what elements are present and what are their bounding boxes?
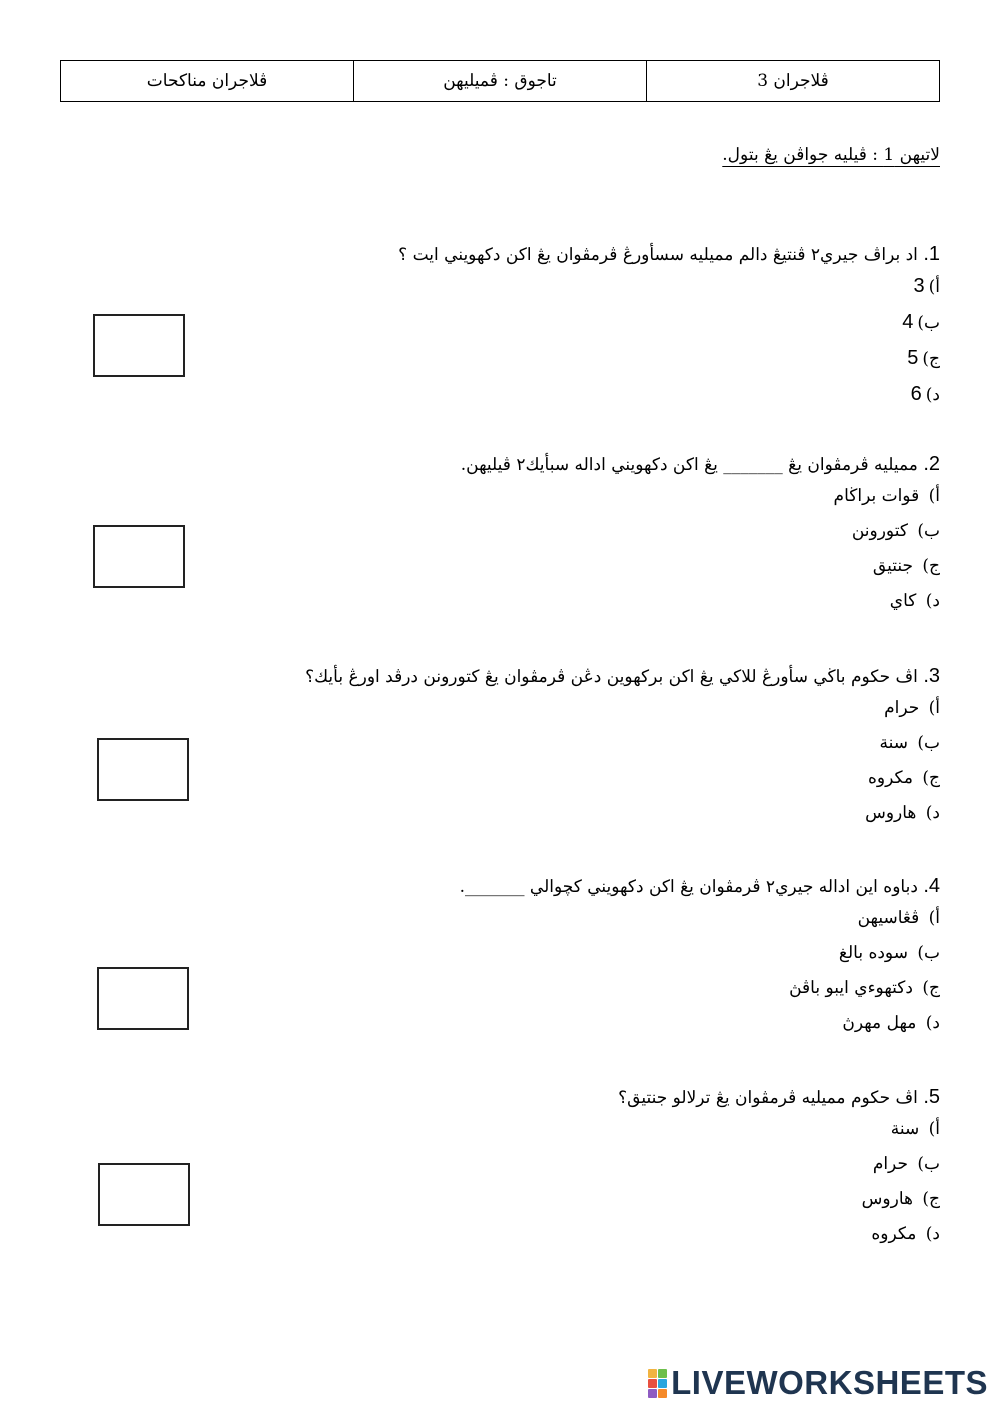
option-value: هاروس xyxy=(865,803,917,823)
option-a xyxy=(60,901,940,936)
option-value: حرام xyxy=(884,698,920,718)
question-prompt: اڤ حكوم مميليه ڤرمڤوان يڠ ترلالو جنتيق؟ xyxy=(618,1088,918,1108)
option-value: مهل مهرڽ xyxy=(842,1013,917,1033)
question-text xyxy=(60,240,940,269)
option-a xyxy=(60,269,940,305)
logo-square xyxy=(658,1389,667,1398)
option-c xyxy=(60,1182,940,1217)
header-cell-subject: ڤلاجران مناكحات xyxy=(61,61,354,102)
option-c xyxy=(60,761,940,796)
option-a xyxy=(60,1112,940,1147)
option-value: سوده بالغ xyxy=(838,943,908,963)
question-2 xyxy=(60,450,940,619)
option-d xyxy=(60,1006,940,1041)
option-label: أ) xyxy=(928,486,940,506)
question-1 xyxy=(60,240,940,413)
answer-box-5[interactable] xyxy=(98,1163,190,1226)
question-prompt: دباوه اين اداله جيري٢ ڤرمڤوان يڠ اكن دكهويني كچوالي _______. xyxy=(459,877,918,897)
question-5 xyxy=(60,1083,940,1252)
question-3 xyxy=(60,662,940,831)
option-b xyxy=(60,726,940,761)
question-text xyxy=(60,872,940,901)
option-value: قوات براڬام xyxy=(833,486,920,506)
option-label: ب) xyxy=(917,1154,940,1174)
option-label: ب) xyxy=(917,733,940,753)
option-d xyxy=(60,796,940,831)
answer-box-1[interactable] xyxy=(93,314,185,377)
option-value: 3 xyxy=(913,275,925,297)
option-value: هاروس xyxy=(861,1189,913,1209)
option-label: ج) xyxy=(922,556,940,576)
option-value: جنتيق xyxy=(872,556,913,576)
option-value: 6 xyxy=(910,383,922,405)
option-label: ب) xyxy=(917,313,940,333)
option-label: ج) xyxy=(922,349,940,369)
option-value: مكروه xyxy=(867,768,913,788)
option-a xyxy=(60,479,940,514)
option-value: ڤڠاسيهن xyxy=(857,908,920,928)
question-number: 5. xyxy=(923,1086,940,1108)
option-d xyxy=(60,377,940,413)
option-value: كتورونن xyxy=(851,521,908,541)
question-text xyxy=(60,1083,940,1112)
option-value: سنة xyxy=(890,1119,920,1139)
question-4 xyxy=(60,872,940,1041)
option-value: 4 xyxy=(902,311,914,333)
question-number: 2. xyxy=(923,453,940,475)
option-value: 5 xyxy=(907,347,919,369)
option-value: سنة xyxy=(879,733,908,753)
option-label: د) xyxy=(925,1013,940,1033)
option-value: كاي xyxy=(889,591,917,611)
option-label: أ) xyxy=(928,1119,940,1139)
logo-square xyxy=(658,1379,667,1388)
header-cell-topic: تاجوق : ڤميليهن xyxy=(354,61,647,102)
option-list xyxy=(60,1112,940,1252)
option-c xyxy=(60,971,940,1006)
header-cell-lesson: ڤلاجران 3 xyxy=(647,61,940,102)
answer-box-2[interactable] xyxy=(93,525,185,588)
option-list xyxy=(60,901,940,1041)
option-b xyxy=(60,305,940,341)
option-label: د) xyxy=(925,591,940,611)
option-label: أ) xyxy=(928,698,940,718)
option-b xyxy=(60,514,940,549)
logo-square xyxy=(648,1379,657,1388)
logo-square xyxy=(648,1389,657,1398)
question-number: 1. xyxy=(923,243,940,265)
option-label: أ) xyxy=(928,908,940,928)
option-d xyxy=(60,584,940,619)
option-label: د) xyxy=(925,385,940,405)
logo-square xyxy=(658,1369,667,1378)
option-list xyxy=(60,479,940,619)
question-text xyxy=(60,662,940,691)
option-label: ب) xyxy=(917,943,940,963)
option-label: ج) xyxy=(922,768,940,788)
answer-box-3[interactable] xyxy=(97,738,189,801)
option-list xyxy=(60,691,940,831)
option-d xyxy=(60,1217,940,1252)
option-a xyxy=(60,691,940,726)
option-list xyxy=(60,269,940,413)
option-b xyxy=(60,1147,940,1182)
logo-text: LIVEWORKSHEETS xyxy=(671,1364,988,1401)
answer-box-4[interactable] xyxy=(97,967,189,1030)
option-b xyxy=(60,936,940,971)
option-c xyxy=(60,549,940,584)
question-text xyxy=(60,450,940,479)
header-table xyxy=(60,60,940,102)
option-label: ج) xyxy=(922,978,940,998)
option-label: د) xyxy=(925,1224,940,1244)
option-label: أ) xyxy=(928,277,940,297)
option-c xyxy=(60,341,940,377)
liveworksheets-logo xyxy=(648,1366,988,1400)
logo-square xyxy=(648,1369,657,1378)
instruction-heading: لاتيهن 1 : ڤيليه جواڤن يڠ بتول. xyxy=(722,145,940,165)
question-number: 3. xyxy=(923,665,940,687)
option-label: د) xyxy=(925,803,940,823)
liveworksheets-mark-icon xyxy=(648,1369,667,1398)
question-prompt: اڤ حكوم باڬي سأورڠ للاكي يڠ اكن بركهوين دڠن ڤرمڤوان يڠ كتورونن درڤد اورڠ بأيك؟ xyxy=(305,667,918,687)
option-label: ب) xyxy=(917,521,940,541)
question-prompt: اد براڤ جيري٢ ڤنتيڠ دالم مميليه سسأورڠ ڤرمڤوان يڠ اكن دكهويني ايت ؟ xyxy=(398,245,918,265)
option-value: دكتهوءي ايبو باڤڽ xyxy=(789,978,913,998)
option-label: ج) xyxy=(922,1189,940,1209)
option-value: مكروه xyxy=(871,1224,917,1244)
option-value: حرام xyxy=(872,1154,908,1174)
question-prompt: مميليه ڤرمڤوان يڠ _______ يڠ اكن دكهويني اداله سبأيك٢ ڤيليهن. xyxy=(460,455,918,475)
question-number: 4. xyxy=(923,875,940,897)
